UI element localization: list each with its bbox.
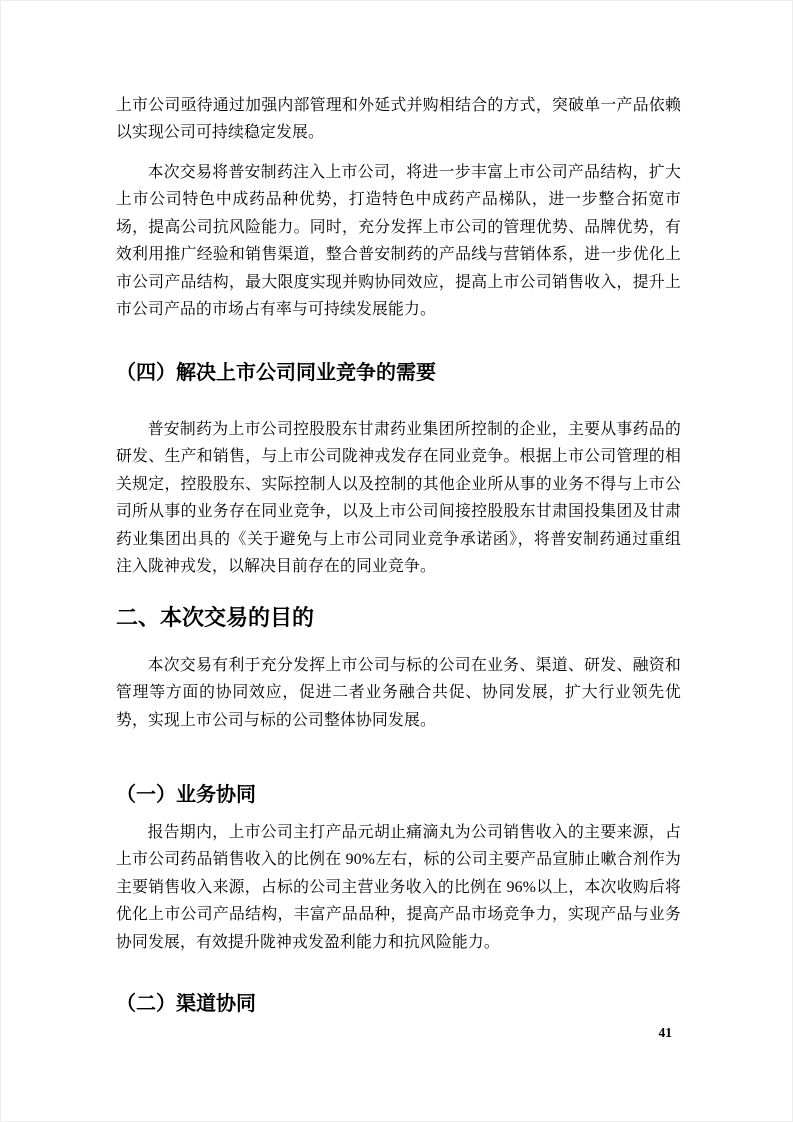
- section-heading-4-competition: （四）解决上市公司同业竞争的需要: [116, 362, 436, 384]
- sub-heading-business-synergy: （一）业务协同: [116, 784, 256, 806]
- page-number: 41: [658, 1025, 672, 1040]
- paragraph-business-synergy: 报告期内，上市公司主打产品元胡止痛滴丸为公司销售收入的主要来源，占上市公司药品销售收入的比例在 90%左右，标的公司主要产品宣肺止嗽合剂作为主要销售收入来源，占标的公司主营业务收入的比例在 96%以上，本次收购后将优化上市公司产品结构，丰富产品品种，提高产品市场竞争力，实现产品与业务协同发展，有效提升陇神戎发盈利能力和抗风险能力。: [116, 824, 681, 951]
- main-heading-transaction-purpose: 二、本次交易的目的: [116, 605, 315, 630]
- paragraph-transaction-purpose: 本次交易有利于充分发挥上市公司与标的公司在业务、渠道、研发、融资和管理等方面的协同效应，促进二者业务融合共促、协同发展，扩大行业领先优势，实现上市公司与标的公司整体协同发展。: [116, 657, 681, 729]
- sub-heading-channel-synergy: （二）渠道协同: [116, 993, 256, 1015]
- paragraph-transaction-benefits: 本次交易将普安制药注入上市公司，将进一步丰富上市公司产品结构，扩大上市公司特色中成药品种优势，打造特色中成药产品梯队，进一步整合拓宽市场，提高公司抗风险能力。同时，充分发挥上市公司的管理优势、品牌优势，有效利用推广经验和销售渠道，整合普安制药的产品线与营销体系，进一步优化上市公司产品结构，最大限度实现并购协同效应，提高上市公司销售收入，提升上市公司产品的市场占有率与可持续发展能力。: [116, 164, 681, 319]
- paragraph-section4-competition: 普安制药为上市公司控股股东甘肃药业集团所控制的企业，主要从事药品的研发、生产和销售，与上市公司陇神戎发存在同业竞争。根据上市公司管理的相关规定，控股股东、实际控制人以及控制的其他企业所从事的业务不得与上市公司所从事的业务存在同业竞争，以及上市公司间接控股股东甘肃国投集团及甘肃药业集团出具的《关于避免与上市公司同业竞争承诺函》，将普安制药通过重组注入陇神戎发，以解决目前存在的同业竞争。: [116, 421, 681, 576]
- paragraph-continuation: 上市公司亟待通过加强内部管理和外延式并购相结合的方式，突破单一产品依赖以实现公司可持续稳定发展。: [116, 97, 681, 142]
